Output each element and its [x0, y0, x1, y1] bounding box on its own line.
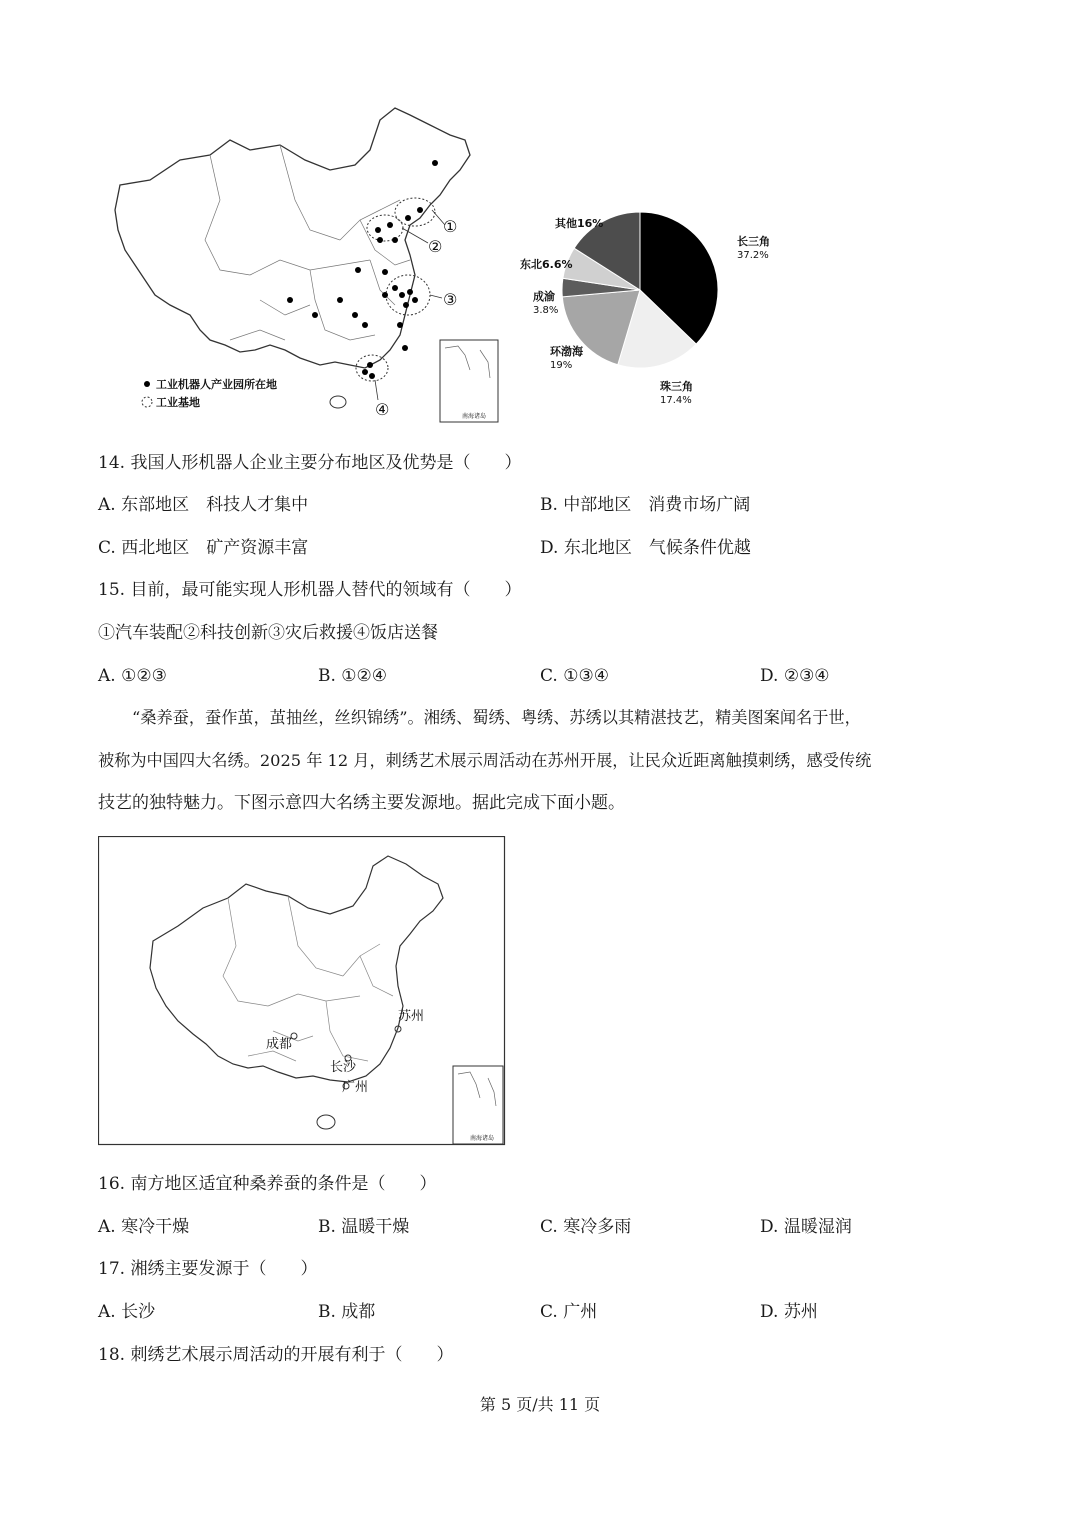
q14-stem: 14. 我国人形机器人企业主要分布地区及优势是（ ） — [98, 453, 522, 473]
q17-option-b[interactable]: B. 成都 — [318, 1302, 376, 1322]
pie-label-3: 成渝 — [533, 290, 555, 303]
q14-option-b[interactable]: B. 中部地区 消费市场广阔 — [540, 495, 751, 515]
map-frame — [99, 837, 505, 1145]
q15-option-a[interactable]: A. ①②③ — [98, 666, 167, 686]
q16-option-d[interactable]: D. 温暖湿润 — [760, 1217, 852, 1237]
pie-value-0: 37.2% — [737, 250, 769, 261]
pie-label-2: 环渤海 — [550, 345, 583, 358]
hainan-island — [330, 396, 346, 408]
passage-line-1: “桑养蚕，蚕作茧，茧抽丝，丝织锦绣”。湘绣、蜀绣、粤绣、苏绣以其精湛技艺，精美图案闻名于世， — [132, 708, 861, 727]
pie-value-1: 17.4% — [660, 395, 692, 406]
inset-label-2: 南海诸岛 — [470, 1135, 495, 1142]
marker-1: ① — [443, 217, 458, 236]
q14-option-d[interactable]: D. 东北地区 气候条件优越 — [540, 538, 751, 558]
marker-3: ③ — [443, 290, 458, 309]
q14-option-c[interactable]: C. 西北地区 矿产资源丰富 — [98, 538, 309, 558]
robot-park-map — [110, 100, 510, 425]
marker-2: ② — [428, 237, 443, 256]
south-sea-inset-2 — [453, 1066, 503, 1144]
q15-option-d[interactable]: D. ②③④ — [760, 666, 830, 686]
legend-dot-icon — [144, 381, 150, 387]
pie-chart — [505, 205, 795, 410]
legend-industrial-base: 工业基地 — [156, 396, 200, 409]
q15-items: ①汽车装配②科技创新③灾后救援④饭店送餐 — [98, 623, 438, 643]
inset-label: 南海诸岛 — [462, 413, 487, 420]
city-guangzhou: 广州 — [342, 1080, 369, 1095]
q17-stem: 17. 湘绣主要发源于（ ） — [98, 1259, 318, 1279]
pie-label-5: 其他16% — [555, 217, 604, 230]
city-changsha: 长沙 — [330, 1060, 357, 1075]
pie-label-0: 长三角 — [737, 235, 770, 248]
city-chengdu: 成都 — [266, 1037, 293, 1052]
q18-stem: 18. 刺绣艺术展示周活动的开展有利于（ ） — [98, 1345, 454, 1365]
q16-option-b[interactable]: B. 温暖干燥 — [318, 1217, 410, 1237]
q15-option-b[interactable]: B. ①②④ — [318, 666, 388, 686]
pie-label-4: 东北6.6% — [520, 258, 573, 271]
q16-option-c[interactable]: C. 寒冷多雨 — [540, 1217, 632, 1237]
city-suzhou: 苏州 — [398, 1009, 425, 1024]
pie-value-2: 19% — [550, 360, 573, 371]
pie-label-1: 珠三角 — [660, 380, 693, 393]
q17-option-d[interactable]: D. 苏州 — [760, 1302, 818, 1322]
page-footer: 第 5 页/共 11 页 — [479, 1395, 601, 1414]
south-sea-inset — [440, 340, 498, 422]
marker-4: ④ — [375, 400, 390, 419]
robot-park-dots — [287, 160, 438, 379]
pie-slices — [562, 212, 718, 368]
q16-stem: 16. 南方地区适宜种桑养蚕的条件是（ ） — [98, 1174, 437, 1194]
passage-line-3: 技艺的独特魅力。下图示意四大名绣主要发源地。据此完成下面小题。 — [98, 793, 625, 813]
q15-option-c[interactable]: C. ①③④ — [540, 666, 609, 686]
q15-stem: 15. 目前，最可能实现人形机器人替代的领域有（ ） — [98, 580, 522, 600]
legend-base-icon — [142, 397, 152, 407]
embroidery-origin-map — [98, 836, 506, 1146]
pie-value-3: 3.8% — [533, 305, 559, 316]
q17-option-c[interactable]: C. 广州 — [540, 1302, 598, 1322]
passage-line-2: 被称为中国四大名绣。2025 年 12 月，刺绣艺术展示周活动在苏州开展，让民众近距离触摸刺绣，感受传统 — [98, 751, 872, 770]
china-outline — [115, 108, 470, 368]
q14-option-a[interactable]: A. 东部地区 科技人才集中 — [98, 495, 309, 515]
legend-robot-park: 工业机器人产业园所在地 — [156, 378, 277, 391]
q17-option-a[interactable]: A. 长沙 — [98, 1302, 156, 1322]
q16-option-a[interactable]: A. 寒冷干燥 — [98, 1217, 190, 1237]
